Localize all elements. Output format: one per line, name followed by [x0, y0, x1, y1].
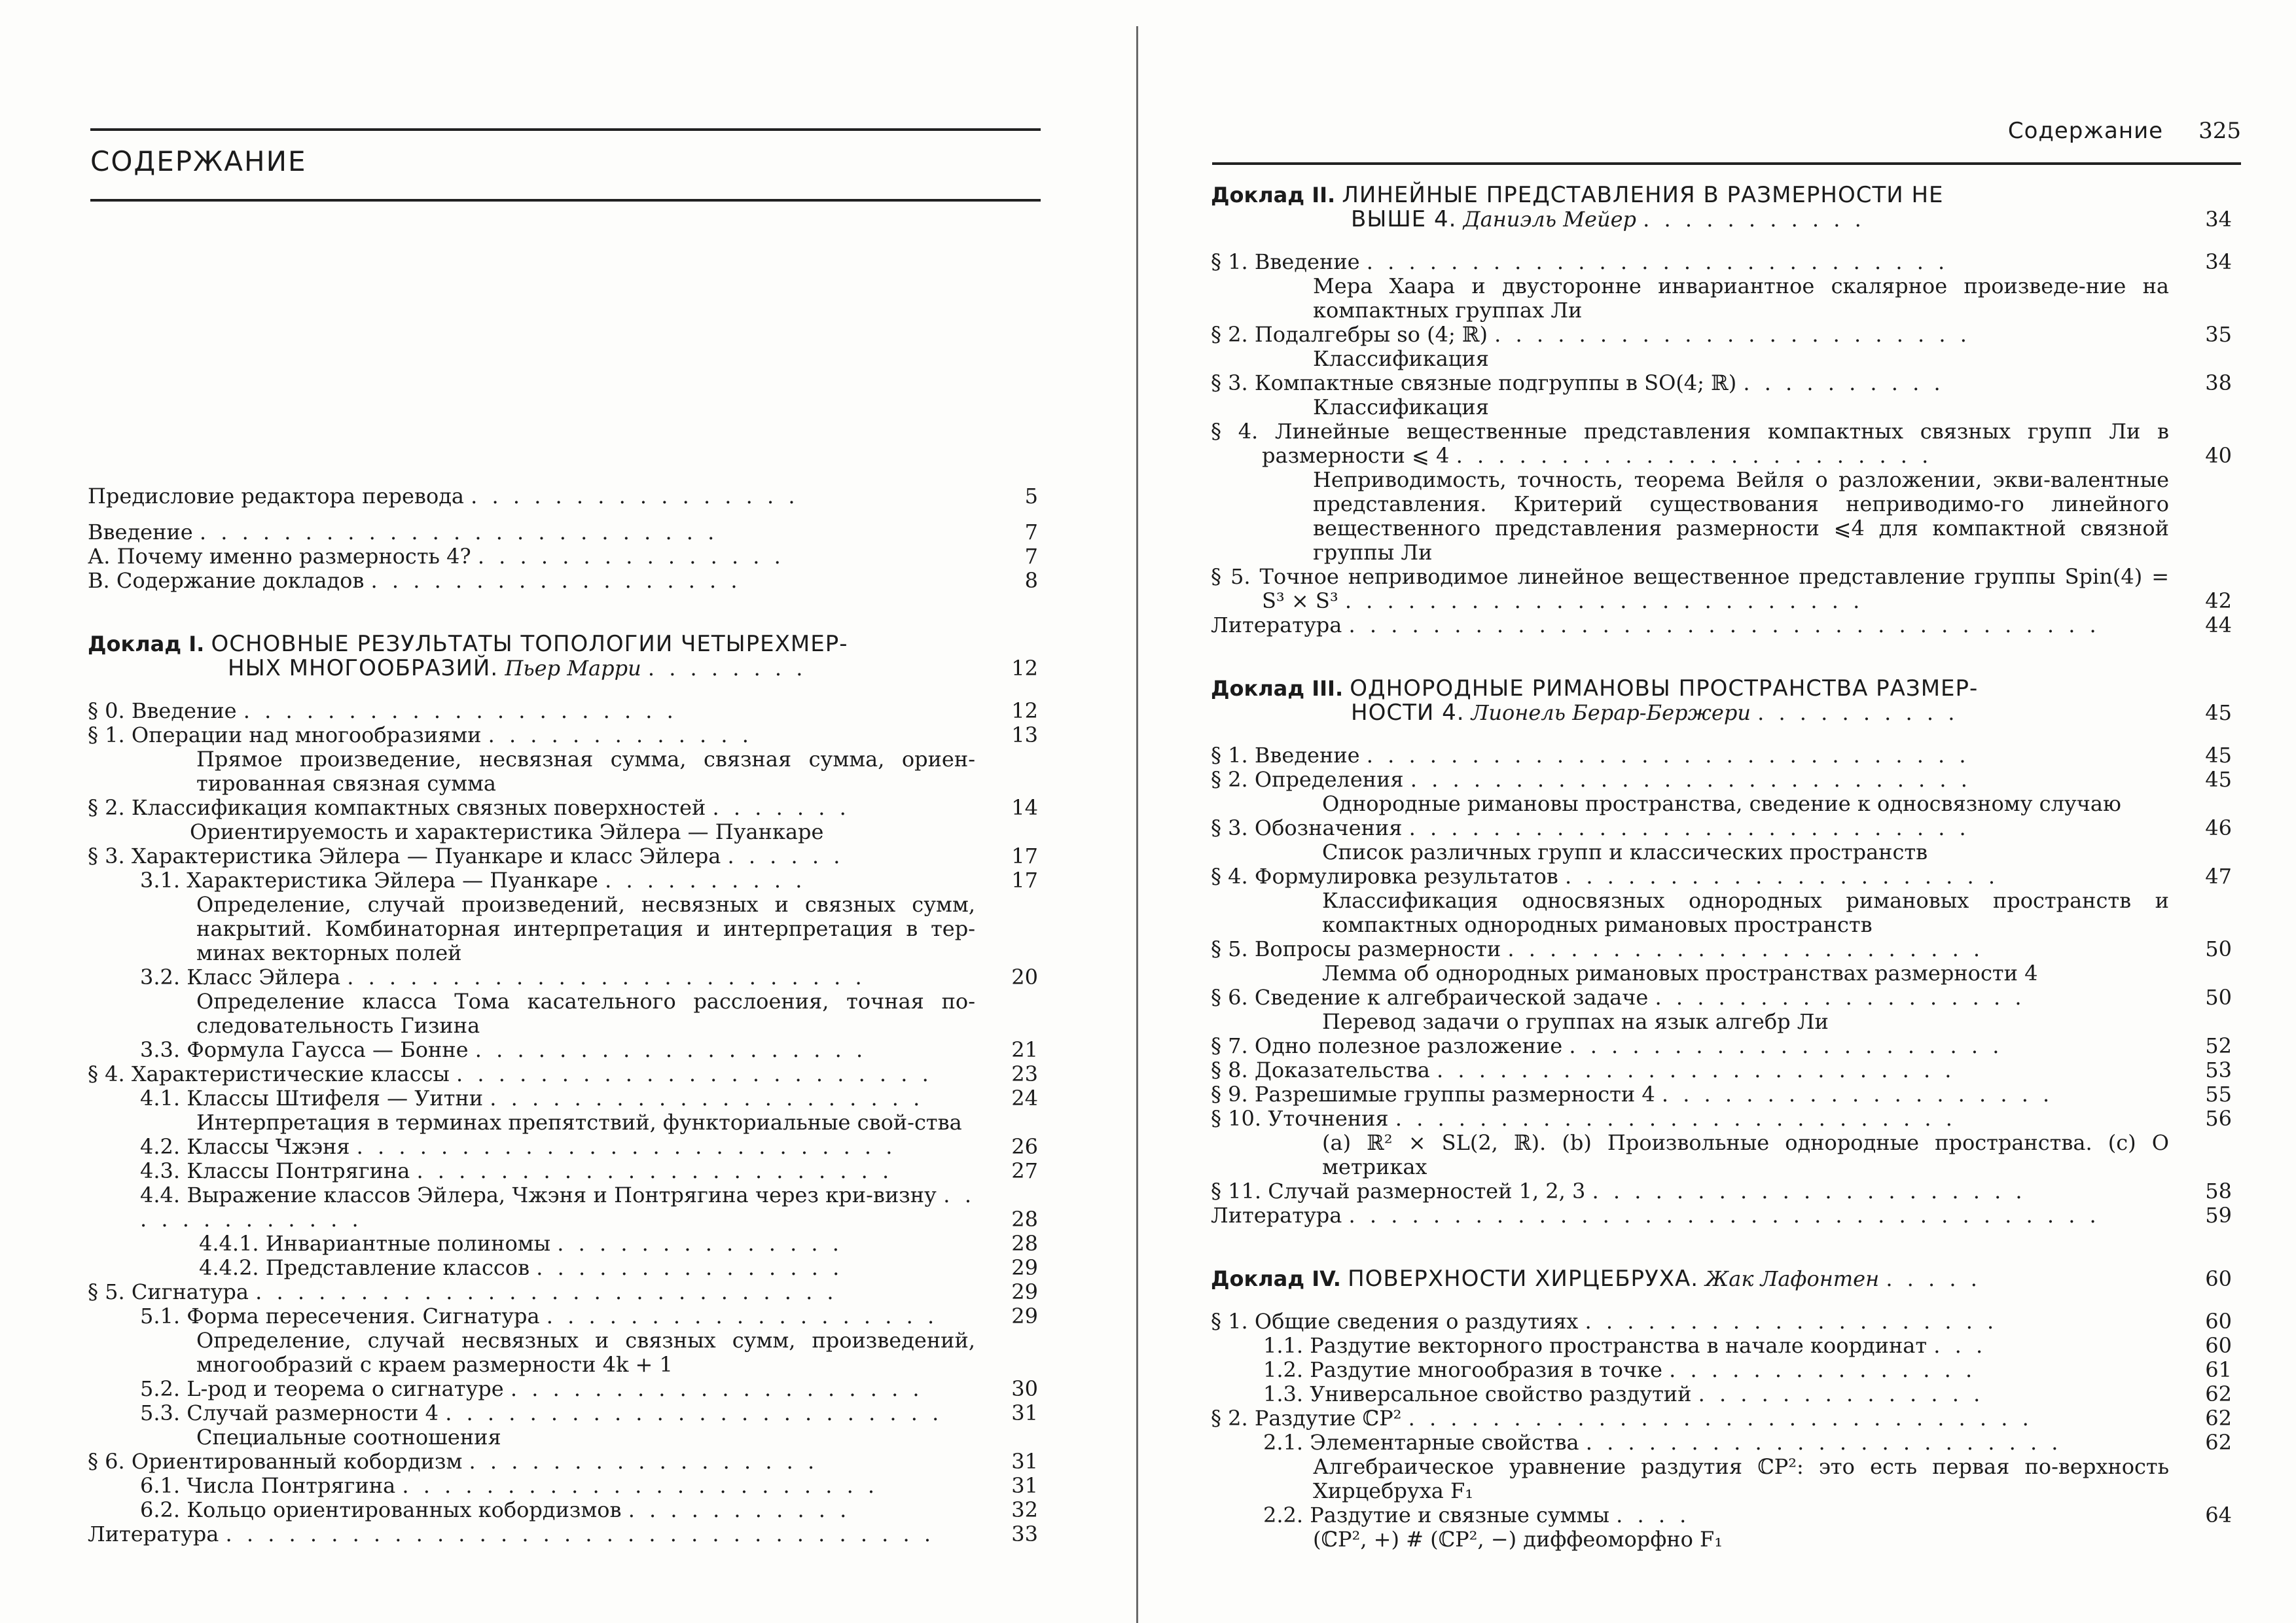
toc-entry[interactable]: 4.4. Выражение классов Эйлера, Чжэня и Понтрягина через кри-визну . . . . . . . . . . . . . 28 — [140, 1183, 1038, 1232]
toc-description: Специальные соотношения — [196, 1425, 501, 1450]
toc-entry[interactable]: 4.2. Классы Чжэня . . . . . . . . . . . . . . . . . . . . . . . . . . 26 — [140, 1134, 1038, 1159]
toc-description: Мера Хаара и двусторонне инвариантное скалярное произведе-ние на компактных группах Ли — [1313, 274, 2169, 323]
toc-entry[interactable]: 2.1. Элементарные свойства . . . . . . . . . . . . . . . . . . . . . . . 62 — [1263, 1430, 2232, 1455]
toc-entry[interactable]: 4.3. Классы Понтрягина . . . . . . . . . . . . . . . . . . . . . . . 27 — [140, 1158, 1038, 1183]
page-title: СОДЕРЖАНИЕ — [90, 145, 307, 177]
title-rule — [90, 199, 1041, 202]
toc-entry[interactable]: Введение . . . . . . . . . . . . . . . . . . . . . . . . . 7 — [88, 520, 1038, 544]
toc-entry[interactable]: Литература . . . . . . . . . . . . . . . . . . . . . . . . . . . . . . . . . . . . 44 — [1211, 613, 2232, 637]
toc-entry[interactable]: § 1. Общие сведения о раздутиях . . . . . . . . . . . . . . . . . . . . 60 — [1211, 1309, 2232, 1334]
toc-description: Прямое произведение, несвязная сумма, связная сумма, ориен-тированная связная сумма — [196, 747, 975, 796]
toc-entry[interactable]: § 4. Формулировка результатов . . . . . . . . . . . . . . . . . . . . . 47 — [1211, 864, 2232, 889]
toc-description: Список различных групп и классических пространств — [1322, 840, 1928, 865]
toc-description: (ℂP², +) # (ℂP², −) диффеоморфно F₁ — [1313, 1527, 1723, 1552]
toc-entry[interactable]: § 2. Подалгебры so (4; ℝ) . . . . . . . . . . . . . . . . . . . . . . . 35 — [1211, 322, 2232, 347]
toc-description: Неприводимость, точность, теорема Вейля о разложении, экви-валентные представления. Критерий существования неприводимо-го линейного вещественного представления размерности ⩽4 для компактной связной группы Ли — [1313, 467, 2169, 565]
left-page — [0, 0, 1139, 1623]
toc-description: (a) ℝ² × SL(2, ℝ). (b) Произвольные однородные пространства. (c) О метриках — [1322, 1130, 2169, 1179]
running-head — [2008, 118, 2241, 144]
report-heading[interactable]: Доклад III. ОДНОРОДНЫЕ РИМАНОВЫ ПРОСТРАНСТВА РАЗМЕР- НОСТИ 4. Лионель Берар-Бержери . . . . . . . . . . 45 — [1211, 675, 2232, 726]
toc-entry[interactable]: 5.3. Случай размерности 4 . . . . . . . . . . . . . . . . . . . . . . . . 31 — [140, 1400, 1038, 1425]
toc-entry[interactable]: § 0. Введение . . . . . . . . . . . . . . . . . . . . . 12 — [88, 698, 1038, 723]
toc-entry[interactable]: § 1. Операции над многообразиями . . . . . . . . . . . . . 13 — [88, 722, 1038, 747]
toc-entry[interactable]: 3.3. Формула Гаусса — Бонне . . . . . . . . . . . . . . . . . . . 21 — [140, 1037, 1038, 1062]
toc-entry[interactable]: § 2. Определения . . . . . . . . . . . . . . . . . . . . . . . . . . . 45 — [1211, 767, 2232, 792]
toc-entry[interactable]: § 1. Введение . . . . . . . . . . . . . . . . . . . . . . . . . . . . 34 — [1211, 249, 2232, 274]
toc-entry[interactable]: § 3. Обозначения . . . . . . . . . . . . . . . . . . . . . . . . . . . 46 — [1211, 815, 2232, 840]
report-heading[interactable]: Доклад II. ЛИНЕЙНЫЕ ПРЕДСТАВЛЕНИЯ В РАЗМЕРНОСТИ НЕ ВЫШЕ 4. Даниэль Мейер . . . . . . . . . . . 34 — [1211, 182, 2232, 232]
toc-entry[interactable]: 5.1. Форма пересечения. Сигнатура . . . . . . . . . . . . . . . . . . . 29 — [140, 1304, 1038, 1329]
toc-entry[interactable]: § 7. Одно полезное разложение . . . . . . . . . . . . . . . . . . . . . 52 — [1211, 1033, 2232, 1058]
right-page — [1139, 0, 2296, 1623]
toc-entry[interactable]: 1.2. Раздутие многообразия в точке . . . . . . . . . . . . . . . 61 — [1263, 1357, 2232, 1382]
toc-description: Определение класса Тома касательного расслоения, точная по-следовательность Гизина — [196, 989, 975, 1038]
toc-entry[interactable]: 3.1. Характеристика Эйлера — Пуанкаре . . . . . . . . . . 17 — [140, 868, 1038, 893]
toc-description: Определение, случай произведений, несвязных и связных сумм, накрытий. Комбинаторная интерпретация и интерпретация в тер-минах векторных полей — [196, 892, 975, 965]
toc-entry[interactable]: § 2. Классификация компактных связных поверхностей . . . . . . . 14 — [88, 795, 1038, 820]
toc-entry[interactable]: § 6. Ориентированный кобордизм . . . . . . . . . . . . . . . . . 31 — [88, 1449, 1038, 1474]
toc-entry[interactable]: § 4. Линейные вещественные представления компактных связных групп Ли в размерности ⩽ 4 . . . . . . . . . . . . . . . . . . . . . . . 40 — [1211, 419, 2232, 468]
toc-entry[interactable]: Предисловие редактора перевода . . . . . . . . . . . . . . . . 5 — [88, 484, 1038, 508]
left-toc — [88, 484, 1038, 1546]
toc-entry[interactable]: 6.1. Числа Понтрягина . . . . . . . . . . . . . . . . . . . . . . . 31 — [140, 1473, 1038, 1498]
toc-entry[interactable]: § 5. Точное неприводимое линейное вещественное представление группы Spin(4) = S³ × S³ . . . . . . . . . . . . . . . . . . . . . . . . . 42 — [1211, 564, 2232, 613]
toc-description: Определение, случай несвязных и связных сумм, произведений, многообразий с краем размерности 4k + 1 — [196, 1328, 975, 1377]
toc-entry[interactable]: А. Почему именно размерность 4? . . . . . . . . . . . . . . . 7 — [88, 544, 1038, 569]
toc-entry[interactable]: 4.1. Классы Штифеля — Уитни . . . . . . . . . . . . . . . . . . . . . 24 — [140, 1086, 1038, 1111]
toc-entry[interactable]: 6.2. Кольцо ориентированных кобордизмов . . . . . . . . . . . 32 — [140, 1497, 1038, 1522]
right-toc — [1211, 183, 2232, 1552]
top-rule — [90, 128, 1041, 131]
toc-entry[interactable]: Литература . . . . . . . . . . . . . . . . . . . . . . . . . . . . . . . . . . 33 — [88, 1522, 1038, 1546]
toc-entry[interactable]: 1.3. Универсальное свойство раздутий . . . . . . . . . . . . . . 62 — [1263, 1382, 2232, 1406]
toc-entry[interactable]: 1.1. Раздутие векторного пространства в начале координат . . . 60 — [1263, 1333, 2232, 1358]
toc-entry[interactable]: § 10. Уточнения . . . . . . . . . . . . . . . . . . . . . . . . . . . 56 — [1211, 1106, 2232, 1131]
toc-entry[interactable]: § 5. Сигнатура . . . . . . . . . . . . . . . . . . . . . . . . . . . . 29 — [88, 1279, 1038, 1304]
toc-entry[interactable]: § 5. Вопросы размерности . . . . . . . . . . . . . . . . . . . . . . . 50 — [1211, 936, 2232, 961]
toc-entry[interactable]: В. Содержание докладов . . . . . . . . . . . . . . . . . . 8 — [88, 568, 1038, 593]
toc-entry[interactable]: § 2. Раздутие ℂP² . . . . . . . . . . . . . . . . . . . . . . . . . . . . . . 62 — [1211, 1406, 2232, 1431]
toc-entry[interactable]: 4.4.1. Инвариантные полиномы . . . . . . . . . . . . . . 28 — [199, 1231, 1038, 1256]
toc-entry[interactable]: § 11. Случай размерностей 1, 2, 3 . . . . . . . . . . . . . . . . . . . . . 58 — [1211, 1179, 2232, 1204]
toc-entry[interactable]: § 8. Доказательства . . . . . . . . . . . . . . . . . . . . . . . . . 53 — [1211, 1058, 2232, 1082]
toc-description: Ориентируемость и характеристика Эйлера — Пуанкаре — [190, 819, 824, 844]
toc-entry[interactable]: § 3. Характеристика Эйлера — Пуанкаре и класс Эйлера . . . . . . 17 — [88, 844, 1038, 868]
toc-entry[interactable]: 3.2. Класс Эйлера . . . . . . . . . . . . . . . . . . . . . . . . . 20 — [140, 965, 1038, 990]
toc-entry[interactable]: 5.2. L-род и теорема о сигнатуре . . . . . . . . . . . . . . . . . . . . 30 — [140, 1376, 1038, 1401]
toc-description: Классификация — [1313, 395, 1489, 419]
toc-description: Интерпретация в терминах препятствий, функториальные свой-ства — [196, 1110, 962, 1135]
toc-entry[interactable]: § 4. Характеристические классы . . . . . . . . . . . . . . . . . . . . . . . 23 — [88, 1061, 1038, 1086]
toc-description: Перевод задачи о группах на язык алгебр Ли — [1322, 1009, 1829, 1034]
toc-description: Лемма об однородных римановых пространствах размерности 4 — [1322, 961, 2038, 986]
toc-entry[interactable]: § 9. Разрешимые группы размерности 4 . . . . . . . . . . . . . . . . . . . 55 — [1211, 1082, 2232, 1107]
toc-entry[interactable]: § 1. Введение . . . . . . . . . . . . . . . . . . . . . . . . . . . . . 45 — [1211, 743, 2232, 768]
toc-entry[interactable]: § 3. Компактные связные подгруппы в SO(4; ℝ) . . . . . . . . . . 38 — [1211, 370, 2232, 395]
toc-entry[interactable]: 4.4.2. Представление классов . . . . . . . . . . . . . . . 29 — [199, 1255, 1038, 1280]
toc-description: Алгебраическое уравнение раздутия ℂP²: это есть первая по-верхность Хирцебруха F₁ — [1313, 1454, 2169, 1503]
header-rule — [1212, 162, 2241, 165]
toc-description: Однородные римановы пространства, сведение к односвязному случаю — [1322, 791, 2121, 816]
report-heading[interactable]: Доклад IV. ПОВЕРХНОСТИ ХИРЦЕБРУХА. Жак Лафонтен . . . . . 60 — [1211, 1266, 2232, 1292]
toc-entry[interactable]: § 6. Сведение к алгебраической задаче . . . . . . . . . . . . . . . . . . 50 — [1211, 985, 2232, 1010]
report-heading[interactable]: Доклад I. ОСНОВНЫЕ РЕЗУЛЬТАТЫ ТОПОЛОГИИ ЧЕТЫРЕХМЕР- НЫХ МНОГООБРАЗИЙ. Пьер Марри . . . . . . . . 12 — [88, 631, 1038, 681]
running-title: Содержание — [2007, 118, 2164, 144]
toc-description: Классификация односвязных однородных римановых пространств и компактных однородных римановых пространств — [1322, 888, 2169, 937]
toc-description: Классификация — [1313, 346, 1489, 371]
page-number: 325 — [2198, 118, 2241, 144]
toc-entry[interactable]: Литература . . . . . . . . . . . . . . . . . . . . . . . . . . . . . . . . . . . . 59 — [1211, 1203, 2232, 1228]
toc-entry[interactable]: 2.2. Раздутие и связные суммы . . . . 64 — [1263, 1503, 2232, 1527]
